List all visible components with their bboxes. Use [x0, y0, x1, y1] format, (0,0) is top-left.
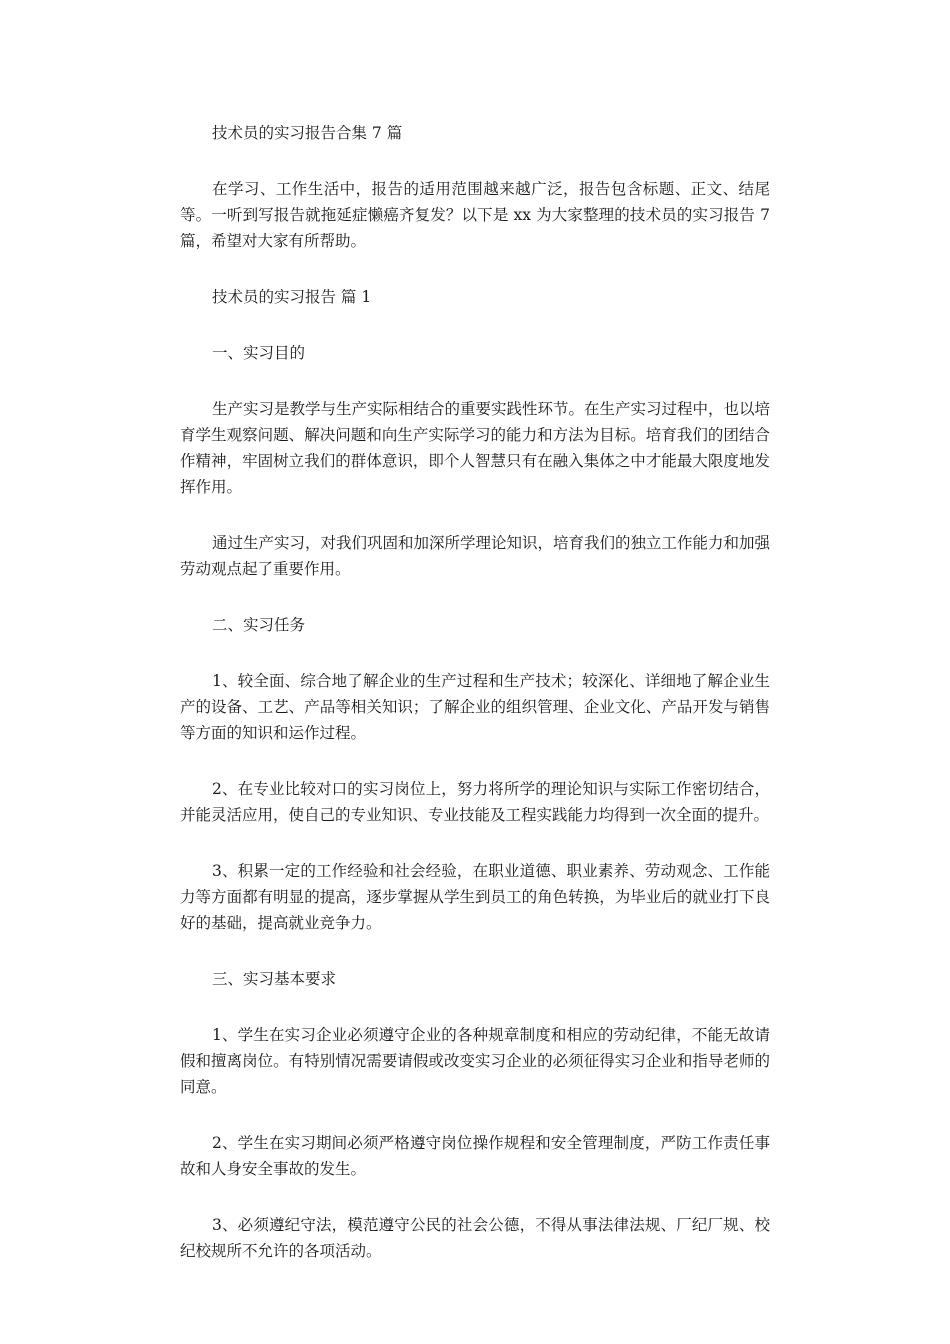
requirement-item-3: 3、必须遵纪守法，模范遵守公民的社会公德，不得从事法律法规、厂纪厂规、校纪校规所不允许的各项活动。	[180, 1216, 770, 1260]
task-item-1: 1、较全面、综合地了解企业的生产过程和生产技术；较深化、详细地了解企业生产的设备、工艺、产品等相关知识；了解企业的组织管理、企业文化、产品开发与销售等方面的知识和运作过程。	[180, 672, 770, 742]
requirement-item-1: 1、学生在实习企业必须遵守企业的各种规章制度和相应的劳动纪律，不能无故请假和擅离岗位。有特别情况需要请假或改变实习企业的必须征得实习企业和指导老师的同意。	[180, 1026, 770, 1096]
intro-paragraph: 在学习、工作生活中，报告的适用范围越来越广泛，报告包含标题、正文、结尾等。一听到写报告就拖延症懒癌齐复发？以下是 xx 为大家整理的技术员的实习报告 7 篇，希望对大家有所帮助。	[180, 180, 770, 250]
document-page	[180, 120, 770, 1294]
section-heading-requirements: 三、实习基本要求	[212, 970, 337, 988]
requirement-item-2: 2、学生在实习期间必须严格遵守岗位操作规程和安全管理制度，严防工作责任事故和人身安全事故的发生。	[180, 1134, 770, 1178]
document-title: 技术员的实习报告合集 7 篇	[212, 124, 403, 142]
section-heading-tasks: 二、实习任务	[212, 616, 306, 634]
task-item-2: 2、在专业比较对口的实习岗位上，努力将所学的理论知识与实际工作密切结合，并能灵活应用，使自己的专业知识、专业技能及工程实践能力均得到一次全面的提升。	[180, 780, 770, 824]
article-title: 技术员的实习报告 篇 1	[212, 288, 372, 306]
section-heading-purpose: 一、实习目的	[212, 344, 306, 362]
purpose-paragraph-2: 通过生产实习，对我们巩固和加深所学理论知识，培育我们的独立工作能力和加强劳动观点起了重要作用。	[180, 534, 771, 578]
task-item-3: 3、积累一定的工作经验和社会经验，在职业道德、职业素养、劳动观念、工作能力等方面都有明显的提高，逐步掌握从学生到员工的角色转换，为毕业后的就业打下良好的基础，提高就业竞争力。	[180, 862, 770, 932]
purpose-paragraph-1: 生产实习是教学与生产实际相结合的重要实践性环节。在生产实习过程中，也以培育学生观察问题、解决问题和向生产实际学习的能力和方法为目标。培育我们的团结合作精神，牢固树立我们的群体意识，即个人智慧只有在融入集体之中才能最大限度地发挥作用。	[180, 400, 771, 496]
